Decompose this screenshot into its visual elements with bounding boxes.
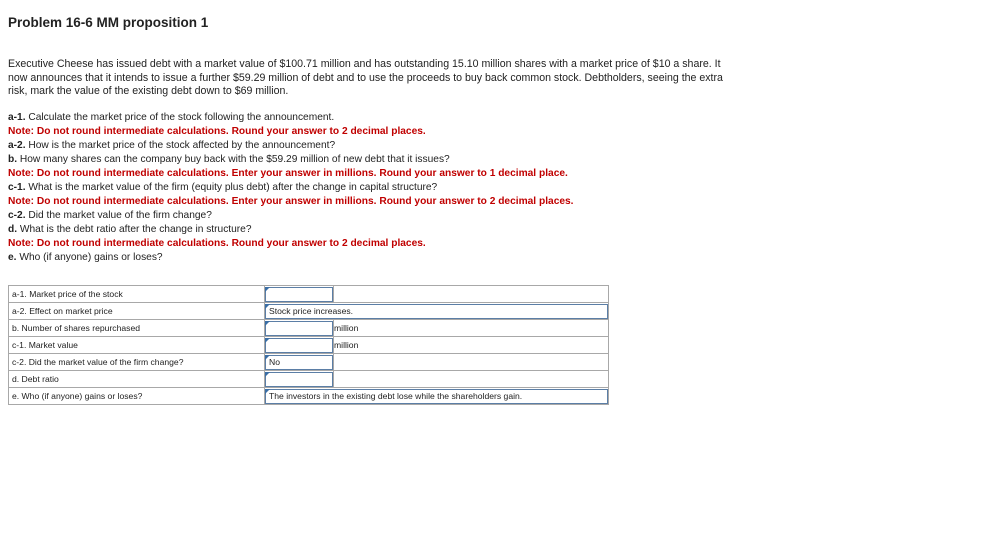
row-label: e. Who (if anyone) gains or loses? xyxy=(9,388,265,405)
answer-cell xyxy=(265,303,609,320)
answer-cell xyxy=(265,337,334,354)
note-a1: Note: Do not round intermediate calculations. Round your answer to 2 decimal places. xyxy=(8,126,426,137)
questions-list xyxy=(8,111,768,265)
answer-cell xyxy=(265,388,609,405)
answer-cell xyxy=(265,286,334,303)
note-b: Note: Do not round intermediate calculations. Enter your answer in millions. Round your answer to 1 decimal place. xyxy=(8,168,568,179)
table-row xyxy=(9,371,609,388)
problem-statement: Executive Cheese has issued debt with a market value of $100.71 million and has outstanding 15.10 million shares with a market price of $10 a share. It now announces that it intends to issue a further $59.29 million of debt and to use the proceeds to buy back common stock. Debtholders, seeing the extra risk, mark the value of the existing debt down to $69 million. xyxy=(8,58,723,98)
row-label: d. Debt ratio xyxy=(9,371,265,388)
question-e: e. Who (if anyone) gains or loses? xyxy=(8,252,163,263)
debt-ratio-input[interactable] xyxy=(265,372,333,387)
shares-repurchased-input[interactable] xyxy=(265,321,333,336)
note-c1: Note: Do not round intermediate calculations. Enter your answer in millions. Round your answer to 2 decimal places. xyxy=(8,196,574,207)
market-price-input[interactable] xyxy=(265,287,333,302)
row-label: c-2. Did the market value of the firm change? xyxy=(9,354,265,371)
question-d: d. What is the debt ratio after the change in structure? xyxy=(8,224,252,235)
answer-cell xyxy=(265,320,334,337)
row-label: a-2. Effect on market price xyxy=(9,303,265,320)
row-label: b. Number of shares repurchased xyxy=(9,320,265,337)
table-row xyxy=(9,337,609,354)
answer-table xyxy=(8,285,609,405)
answer-cell xyxy=(265,354,334,371)
effect-on-price-dropdown[interactable]: Stock price increases. xyxy=(265,304,608,319)
market-value-input[interactable] xyxy=(265,338,333,353)
gains-losses-dropdown[interactable]: The investors in the existing debt lose while the shareholders gain. xyxy=(265,389,608,404)
value-change-dropdown[interactable]: No xyxy=(265,355,333,370)
table-row xyxy=(9,303,609,320)
unit-label: million xyxy=(334,320,609,337)
question-b: b. How many shares can the company buy back with the $59.29 million of new debt that it issues? xyxy=(8,154,450,165)
table-row xyxy=(9,354,609,371)
question-c2: c-2. Did the market value of the firm change? xyxy=(8,210,212,221)
table-row xyxy=(9,286,609,303)
answer-cell xyxy=(265,371,334,388)
table-row xyxy=(9,320,609,337)
page-title: Problem 16-6 MM proposition 1 xyxy=(8,15,209,30)
note-d: Note: Do not round intermediate calculations. Round your answer to 2 decimal places. xyxy=(8,238,426,249)
unit-label: million xyxy=(334,337,609,354)
row-label: a-1. Market price of the stock xyxy=(9,286,265,303)
question-a1: a-1. Calculate the market price of the stock following the announcement. xyxy=(8,112,335,123)
row-label: c-1. Market value xyxy=(9,337,265,354)
question-a2: a-2. How is the market price of the stock affected by the announcement? xyxy=(8,140,336,151)
question-c1: c-1. What is the market value of the firm (equity plus debt) after the change in capital structure? xyxy=(8,182,438,193)
table-row xyxy=(9,388,609,405)
